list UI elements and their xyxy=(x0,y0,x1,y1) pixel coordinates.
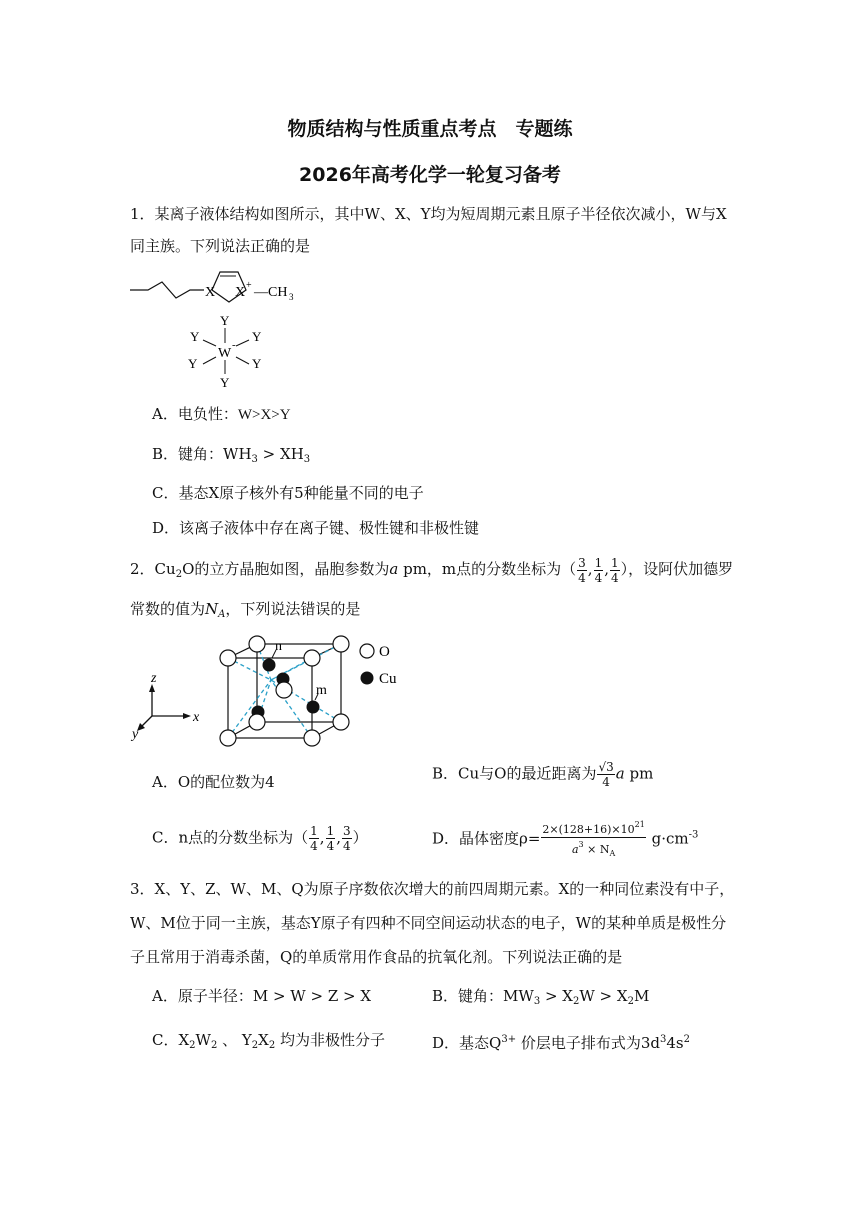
q1-ionic-liquid-figure xyxy=(128,268,328,394)
q1-fig-y-ll: Y xyxy=(188,356,198,371)
q2-stem: 2．$Cu_2O$的立方晶胞如图，晶胞参数为a pm，m点的分数坐标为（ $\frac{3}{4}$ , $\frac{1}{4}$ , $\frac{1}{4}$ ），设阿伏加德罗常数的值为$N_A$，下列说法错误的是 xyxy=(130,555,734,620)
legend-cu: Cu xyxy=(379,671,397,687)
q2-option-c: C．n点的分数坐标为（ $\frac{1}{4}$ , $\frac{1}{4}$ , $\frac{3}{4}$ ） xyxy=(152,824,368,853)
q1-fig-ch3: —CH xyxy=(254,285,288,300)
q1-fig-ch3-sub: 3 xyxy=(289,292,294,302)
atom-m-label: m xyxy=(316,683,327,698)
q1-option-c: C．基态X原子核外有5种能量不同的电子 xyxy=(152,484,424,502)
q3-option-d: D．基态$Q^{3+}$ 价层电子排布式为$3d^34s^2$ xyxy=(432,1034,690,1052)
q3-stem: 3．X、Y、Z、W、M、Q为原子序数依次增大的前四周期元素。X的一种同位素没有中子，W、M位于同一主族，基态Y原子有四种不同空间运动状态的电子，W的某种单质是极性分子且常用于消毒杀菌，Q的单质常用作食品的抗氧化剂。下列说法正确的是 xyxy=(130,880,735,966)
q2-option-d: D．晶体密度ρ= $\frac{2\times(128+16)\times 10^{21}}{a^3 \times N_A}$ $g\cdot cm^{-3}$ xyxy=(432,820,699,858)
q1-fig-y-ur: Y xyxy=(252,329,262,344)
q2-crystal-cell-figure xyxy=(130,628,430,754)
q2-option-b: B．Cu与O的最近距离为 $\frac{√3}{4}$ a pm xyxy=(432,760,654,789)
q1-fig-minus: - xyxy=(232,339,236,351)
q1-option-b: B．键角：$WH_3 > XH_3$ xyxy=(152,445,311,465)
q1-fig-w: W xyxy=(218,346,232,361)
page-title: 物质结构与性质重点考点 专题练 xyxy=(287,118,573,140)
q3-option-b: B．键角：$MW_3 > X_2W > X_2M$ xyxy=(432,987,650,1007)
q3-option-a: A．原子半径：M > W > Z > X xyxy=(152,987,372,1005)
q1-fig-y-ul: Y xyxy=(190,329,200,344)
q1-fig-y-lr: Y xyxy=(252,356,262,371)
atom-n-label: n xyxy=(275,639,282,654)
q1-fig-x-right: X xyxy=(235,285,246,300)
axis-y-label: y xyxy=(132,727,139,742)
legend-o: O xyxy=(379,644,390,660)
axis-x-label: x xyxy=(193,710,200,725)
q3-option-c: C．$X_2W_2$ 、 $Y_2X_2$ 均为非极性分子 xyxy=(152,1031,386,1051)
q1-fig-y-bottom: Y xyxy=(220,375,230,390)
q1-stem: 1．某离子液体结构如图所示，其中W、X、Y均为短周期元素且原子半径依次减小，W与X同主族。下列说法正确的是 xyxy=(130,205,727,255)
axis-z-label: z xyxy=(151,671,157,686)
q1-option-a: A．电负性：W>X>Y xyxy=(152,405,291,423)
q1-fig-y-top: Y xyxy=(220,313,230,328)
q1-fig-x-left: X xyxy=(205,285,216,300)
q1-option-d: D．该离子液体中存在离子键、极性键和非极性键 xyxy=(152,519,480,537)
page-subtitle: 2026年高考化学一轮复习备考 xyxy=(299,164,561,186)
q2-option-a: A．O的配位数为4 xyxy=(152,773,275,791)
q1-fig-plus: + xyxy=(246,280,252,291)
